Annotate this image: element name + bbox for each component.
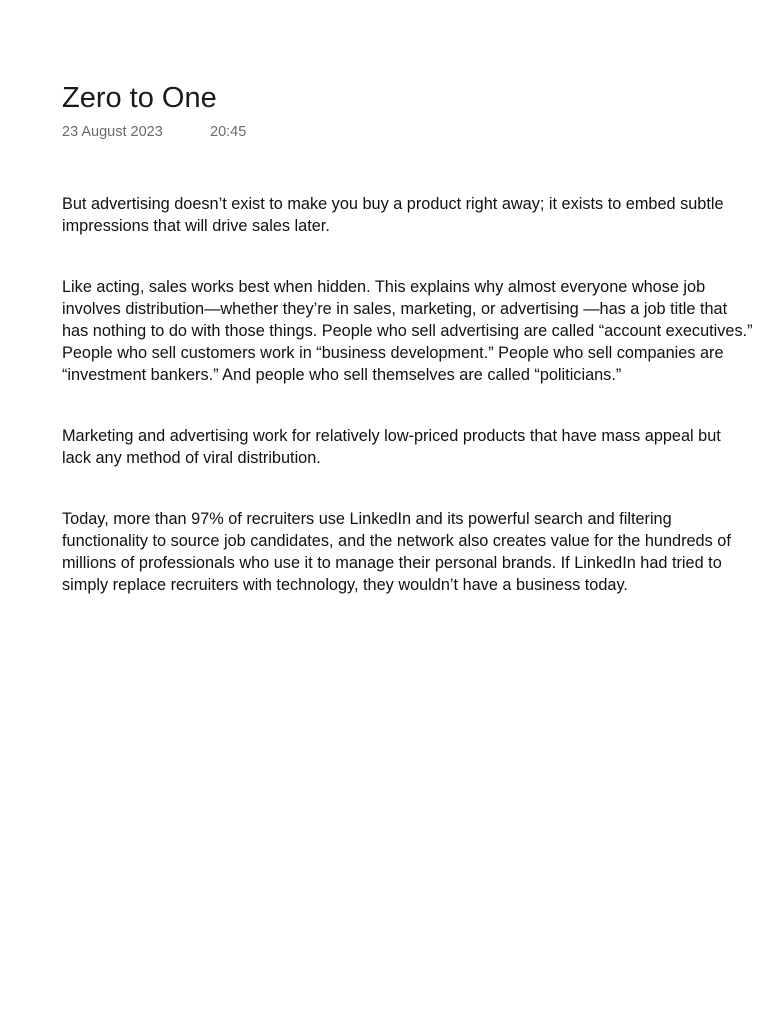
paragraph-line: Like acting, sales works best when hidden. This explains why almost everyone whose job: [62, 278, 706, 296]
paragraph-marketing[interactable]: [62, 425, 768, 469]
paragraph-line: impressions that will drive sales later.: [62, 217, 330, 235]
note-date: 23 August 2023: [62, 124, 163, 140]
page-title[interactable]: Zero to One: [62, 82, 217, 114]
paragraph-line: Marketing and advertising work for relatively low-priced products that have mass appeal but: [62, 427, 721, 445]
note-body[interactable]: [62, 193, 768, 635]
paragraph-line: involves distribution—whether they’re in sales, marketing, or advertising —has a job title that: [62, 300, 728, 318]
paragraph-line: simply replace recruiters with technology, they wouldn’t have a business today.: [62, 576, 628, 594]
paragraph-sales-hidden[interactable]: [62, 276, 768, 386]
paragraph-line: functionality to source job candidates, and the network also creates value for the hundreds of: [62, 532, 731, 550]
paragraph-advertising[interactable]: [62, 193, 768, 237]
paragraph-line: has nothing to do with those things. People who sell advertising are called “account executives.”: [62, 322, 753, 340]
note-time: 20:45: [210, 124, 247, 140]
paragraph-linkedin[interactable]: [62, 508, 768, 596]
paragraph-line: “investment bankers.” And people who sell themselves are called “politicians.”: [62, 366, 622, 384]
paragraph-line: People who sell customers work in “business development.” People who sell companies are: [62, 344, 724, 362]
paragraph-line: millions of professionals who use it to manage their personal brands. If LinkedIn had tried to: [62, 554, 722, 572]
note-metadata: [62, 122, 247, 142]
paragraph-line: But advertising doesn’t exist to make you buy a product right away; it exists to embed subtle: [62, 195, 724, 213]
paragraph-line: Today, more than 97% of recruiters use LinkedIn and its powerful search and filtering: [62, 510, 672, 528]
paragraph-line: lack any method of viral distribution.: [62, 449, 321, 467]
